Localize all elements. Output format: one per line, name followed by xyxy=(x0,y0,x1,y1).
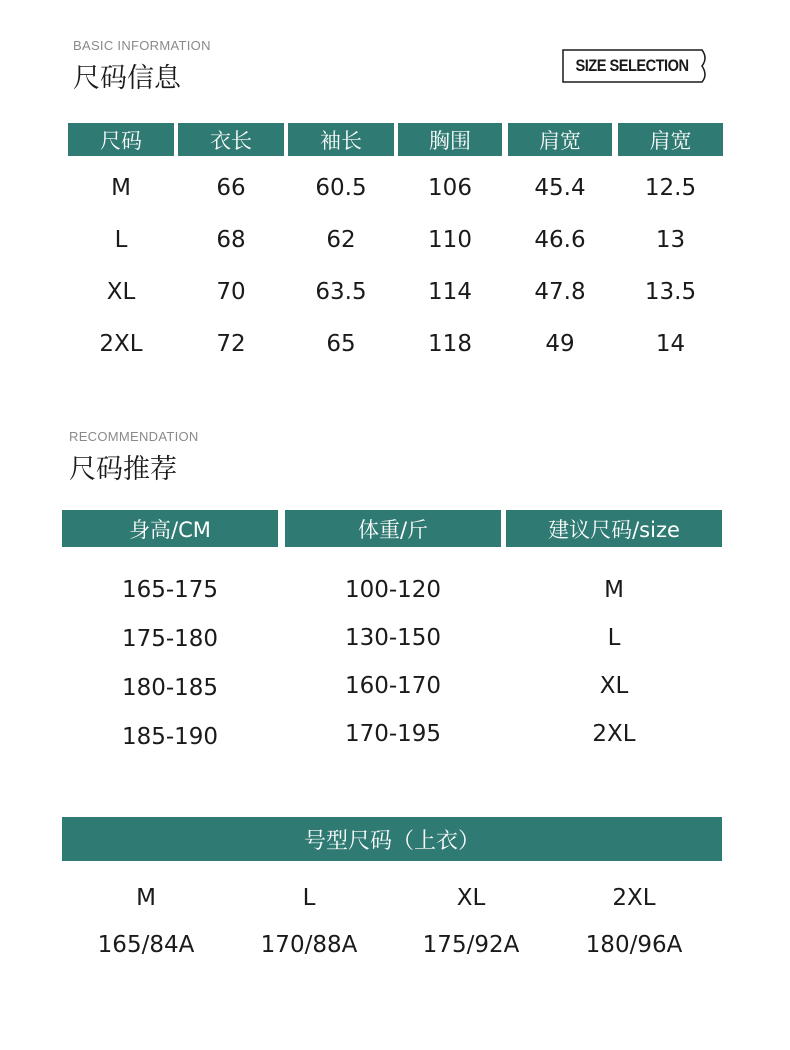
table1-cell: 13.5 xyxy=(644,279,697,305)
table1-header-sleeve: 袖长 xyxy=(288,123,394,156)
table1-cell: 47.8 xyxy=(534,279,586,305)
table1-header-shoulder: 肩宽 xyxy=(508,123,612,156)
table2-cell: 160-170 xyxy=(344,673,442,699)
table3-code: 180/96A xyxy=(585,932,683,958)
table1-cell: 70 xyxy=(216,279,246,305)
table1-cell: 65 xyxy=(326,331,356,357)
badge-label: SIZE SELECTION xyxy=(575,56,689,75)
table1-cell: 14 xyxy=(655,331,686,357)
size-selection-badge xyxy=(562,49,708,83)
section1-title: 尺码信息 xyxy=(73,63,181,94)
table2-cell: 180-185 xyxy=(121,675,219,701)
table1-cell: 118 xyxy=(428,331,472,357)
table1-header-shoulder-2: 肩宽 xyxy=(618,123,723,156)
table1-cell: 110 xyxy=(428,227,472,253)
table1-header-size: 尺码 xyxy=(68,123,174,156)
table2-cell: 185-190 xyxy=(121,724,219,750)
table2-header-suggested-size: 建议尺码/size xyxy=(506,510,722,547)
table2-cell: 2XL xyxy=(592,721,636,747)
table1-cell: 13 xyxy=(655,227,686,253)
table1-cell: 45.4 xyxy=(534,175,586,201)
table1-header-chest: 胸围 xyxy=(398,123,502,156)
table2-cell: 170-195 xyxy=(344,721,442,747)
table1-cell: 63.5 xyxy=(315,279,367,305)
table1-cell: 62 xyxy=(326,227,356,253)
table2-cell: XL xyxy=(599,673,629,699)
table2-cell: 100-120 xyxy=(344,577,442,603)
table3-size: XL xyxy=(456,885,486,911)
table2-cell: L xyxy=(607,625,621,651)
table1-cell: 106 xyxy=(428,175,472,201)
section1-subtitle-en: BASIC INFORMATION xyxy=(73,38,211,53)
table3-code: 175/92A xyxy=(422,932,520,958)
table3-code: 170/88A xyxy=(260,932,358,958)
table1-cell: M xyxy=(111,175,131,201)
section2-title: 尺码推荐 xyxy=(69,454,177,485)
table3-size: M xyxy=(136,885,156,911)
table1-cell: 72 xyxy=(216,331,246,357)
table2-cell: 175-180 xyxy=(121,626,219,652)
table1-cell: 114 xyxy=(428,279,472,305)
table1-cell: 66 xyxy=(216,175,246,201)
table1-cell: 60.5 xyxy=(315,175,367,201)
table1-header-length: 衣长 xyxy=(178,123,284,156)
table2-cell: M xyxy=(604,577,624,603)
table3-size: L xyxy=(302,885,316,911)
section2-subtitle-en: RECOMMENDATION xyxy=(69,429,199,444)
table2-cell: 130-150 xyxy=(344,625,442,651)
table3-size: 2XL xyxy=(612,885,656,911)
table1-cell: 2XL xyxy=(99,331,143,357)
table1-cell: L xyxy=(114,227,128,253)
table1-cell: 49 xyxy=(545,331,575,357)
table1-cell: 46.6 xyxy=(534,227,586,253)
table3-code: 165/84A xyxy=(97,932,195,958)
table1-cell: XL xyxy=(106,279,136,305)
table3-header: 号型尺码（上衣） xyxy=(62,817,722,861)
table1-cell: 68 xyxy=(216,227,246,253)
table2-header-height: 身高/CM xyxy=(62,510,278,547)
table2-header-weight: 体重/斤 xyxy=(285,510,501,547)
table2-cell: 165-175 xyxy=(121,577,219,603)
table1-cell: 12.5 xyxy=(644,175,697,201)
